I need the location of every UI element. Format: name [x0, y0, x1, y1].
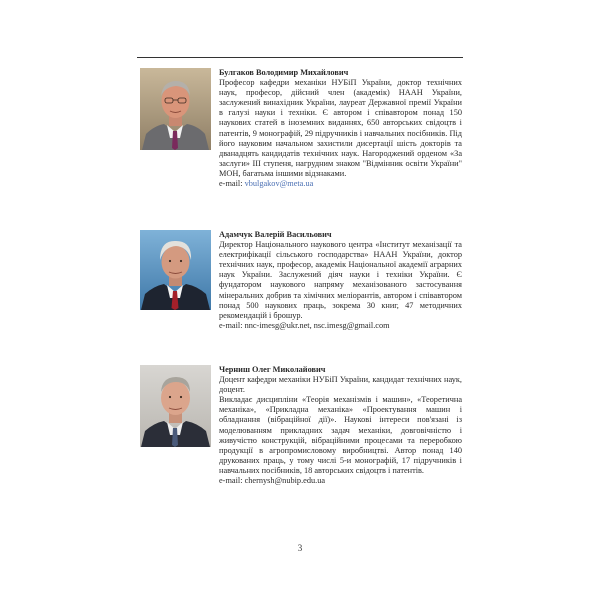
author-email-line — [219, 476, 462, 486]
author-bio-intro: Доцент кафедри механіки НУБіП України, кандидат технічних наук, доцент. — [219, 375, 462, 395]
portrait-image — [140, 365, 211, 447]
email-label: e-mail: — [219, 320, 245, 330]
author-bio: Викладає дисципліни «Теорія механізмів і машин», «Теоретична механіка», «Прикладна механіка» «Проектування машин і обладнання (вібраційної дії)». Наукові інтереси пов'язані із моделюванням прикладних задач механіки, довговічністю і живучістю конструкцій, вібраційними процесами та переробкою продукції в агропромисловому виробництві. Автор понад 140 друкованих праць, у тому числі 5-и монографій, 17 підручників і навчальних посібників, 18 авторських свідоцтв і патентів. — [219, 395, 462, 475]
portrait-image — [140, 230, 211, 310]
author-email: chernysh@nubip.edu.ua — [244, 476, 326, 486]
author-name: Адамчук Валерій Васильович — [219, 230, 332, 239]
author-photo-adamchuk — [140, 230, 211, 310]
portrait-image — [140, 68, 211, 150]
author-text — [219, 68, 462, 189]
author-bio: Професор кафедри механіки НУБіП України, доктор технічних наук, професор, дійсний член (академік) НААН України, заслужений винахідник України, лауреат Державної премії України в галузі науки і техніки. Є автором і співавтором понад 150 наукових статей в іноземних виданнях, 650 авторських свідоцтв і патентів, 9 монографій, 29 підручників і навчальних посібників. Під його науковим начальном захистили дисертації шість докторів та дванадцять кандидатів технічних наук. Нагороджений орденом «За заслуги» III ступеня, нагрудним знаком "Відмінник освіти України" МОН, багатьма іншими відзнаками. — [219, 78, 462, 178]
email-label: e-mail: — [219, 179, 245, 189]
author-text — [219, 365, 462, 486]
top-rule — [137, 57, 463, 58]
author-text — [219, 230, 462, 331]
author-email-line — [219, 179, 462, 189]
author-name: Булгаков Володимир Михайлович — [219, 68, 349, 77]
author-photo-chernysh — [140, 365, 211, 447]
author-name: Черниш Олег Миколайович — [219, 365, 326, 374]
page-number: 3 — [297, 543, 303, 553]
author-email: nnc-imesg@ukr.net, nsc.imesg@gmail.com — [244, 320, 390, 330]
author-photo-bulgakov — [140, 68, 211, 150]
email-label: e-mail: — [219, 476, 245, 486]
author-email-line — [219, 321, 462, 331]
author-bio: Директор Національного наукового центра «Інститут механізації та електрифікації сільського господарства» НААН України, доктор технічних наук, професор, академік Національної академії аграрних наук України. Заслужений діяч науки і техніки України. Є фундатором наукового напряму механізованого застосування мінеральних добрив та хімічних меліорантів, автором і співавтором понад 500 наукових праць, зокрема 30 книг, 47 методичних рекомендацій і брошур. — [219, 240, 462, 320]
author-email-link[interactable]: vbulgakov@meta.ua — [244, 179, 314, 189]
